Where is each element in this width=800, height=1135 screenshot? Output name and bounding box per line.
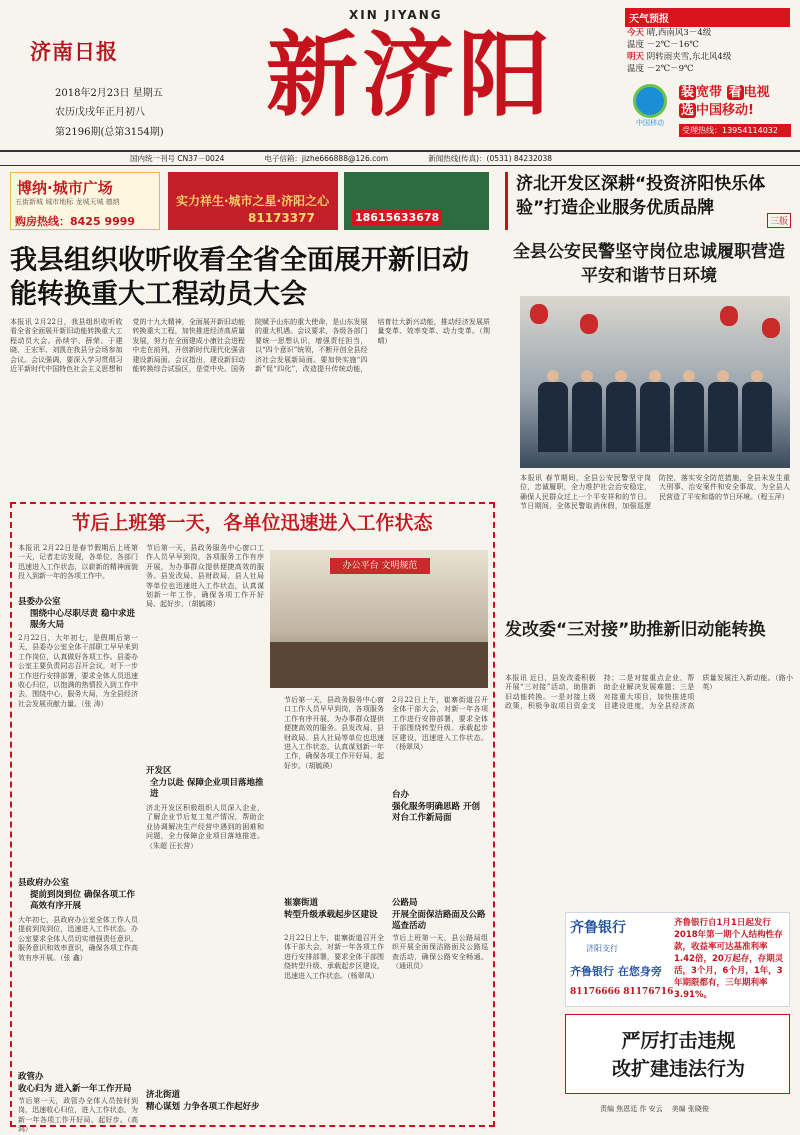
fgw-headline[interactable]: 发改委“三对接”助推新旧动能转换 <box>505 620 766 640</box>
feature-headline[interactable]: 节后上班第一天，各单位迅速进入工作状态 <box>71 512 433 534</box>
mobile-hotline: 受理热线：13954114032 <box>679 124 791 137</box>
mobile-slogan: 装 宽带 看 电视 选 中国移动! <box>681 85 770 118</box>
bank-logo: 齐鲁银行 <box>570 920 626 936</box>
strike-title: 严厉打击违规 改扩建违法行为 <box>611 1030 745 1080</box>
weather-row: 今天 晴,西南风3－4级 <box>627 28 712 38</box>
issue-date: 2018年2月23日 星期五 <box>55 88 163 99</box>
section-body: 节后第一天，政管办全体人员按时到岗，迅速收心归位，进入工作状态，为新一年各项工作开好局、起好步。（高 鸿） <box>18 1097 138 1134</box>
ad2-title: 实力祥生·城市之星·济阳之心 <box>176 194 330 208</box>
teaser-page: 三版 <box>767 213 791 228</box>
ad3-phone: 18615633678 <box>352 210 442 225</box>
section-title: 崔寨街道 <box>284 898 319 908</box>
section-subtitle: 收心归为 进入新一年工作开局 <box>18 1084 132 1094</box>
feature-col4-body: 2月22日上午，崔寨街道召开全体干部大会，对新一年各项工作进行安排部署，要求全体干部围绕转型升级、承载起步区建设，迅速进入工作状态。（杨翠凤） <box>392 696 488 752</box>
weather-row: 明天 阴转雨夹雪,东北风4级 <box>627 52 732 62</box>
feature-intro: 本报讯 2月22日是春节假期后上班第一天，记者走访发现，各单位、各部门迅速进入工作状态，以崭新的精神面貌投入到新一年的各项工作中。 <box>18 544 138 581</box>
section-body: 济北开发区积极组织人员深入企业，了解企业节后复工复产情况，帮助企业协调解决生产经营中遇到的困难和问题，全力保障企业项目落地推进。（朱超 汪长营） <box>146 804 264 850</box>
section-body: 2月22日，大年初七，是假期后第一天，县委办公室全体干部职工早早来到工作岗位，认真做好各项工作。县委办公室主要负责同志召开会议，对下一步工作进行安排部署，要求全体人员迅速收心归位，以饱满的热情投入到工作中去，围绕中心，服务大局，为全县经济社会发展贡献力量。（张 涛） <box>18 634 138 708</box>
section-subtitle: 开展全面保洁路面及公路巡查活动 <box>392 910 486 931</box>
section-title: 济北街道 <box>146 1090 181 1100</box>
section-subtitle: 围绕中心尽职尽责 稳中求进服务大局 <box>30 609 135 630</box>
section-body: 大年初七，县政府办公室全体工作人员提前到岗到位，迅速进入工作状态。办公室要求全体人员切实增强责任意识、服务意识和效率意识，确保各项工作高效有序开展。（张 鑫） <box>18 916 138 962</box>
police-headline[interactable]: 全县公安民警坚守岗位忠诚履职营造平安和谐节日环境 <box>513 242 785 286</box>
weather-box <box>625 8 790 74</box>
news-hotline: 新闻热线(传真)：(0531) 84232038 <box>428 154 553 163</box>
ad-property <box>344 172 489 230</box>
section-subtitle: 强化服务明确思路 开创对台工作新局面 <box>392 802 480 823</box>
strike-notice[interactable] <box>565 1014 790 1094</box>
email: 电子信箱：jizhe666888@126.com <box>264 154 389 163</box>
section-title: 政管办 <box>18 1072 44 1082</box>
ad2-phone: 81173377 <box>248 211 315 225</box>
teaser-title: 济北开发区深耕“投资济阳快乐体验”打造企业服务优质品牌 <box>516 174 766 218</box>
section-subtitle: 提前到岗到位 确保各项工作高效有序开展 <box>30 890 135 911</box>
bank-slogan: 齐鲁银行 在您身旁 <box>570 965 662 978</box>
section-title: 公路局 <box>392 898 418 908</box>
section-title: 县政府办公室 <box>18 878 70 888</box>
footer-designer: 美编 张晓俊 <box>671 1105 709 1113</box>
footer-editor: 责编 焦恩廷 作 安云 <box>600 1105 663 1113</box>
teaser-jibei[interactable] <box>505 172 795 230</box>
ad1-phone: 购房热线：8425 9999 <box>15 215 136 228</box>
masthead-title: 新济阳 <box>265 21 554 129</box>
section-title: 开发区 <box>146 766 172 776</box>
bank-phone: 81176666 81176716 <box>570 987 674 997</box>
police-photo <box>520 296 790 468</box>
weather-row: 温度 －2℃－16℃ <box>627 40 699 50</box>
section-title: 县委办公室 <box>18 597 61 607</box>
cn-number: 国内统一刊号 CN37－0024 <box>130 154 225 163</box>
police-body: 本报讯 春节期间，全县公安民警坚守岗位，忠诚履职，全力维护社会治安稳定，确保人民群众过上一个平安祥和的节日。节日期间，全体民警取消休假，加强巡逻防控，落实安全防范措施，全县未发生重大刑事、治安案件和安全事故，为全县人民营造了平安和谐的节日环境。（程玉萍） <box>520 474 790 511</box>
section-subtitle: 精心谋划 力争各项工作起好步 <box>146 1102 260 1112</box>
issue-number: 第2196期(总第3154期) <box>55 127 164 138</box>
photo-banner: 办公平台 文明规范 <box>330 558 430 574</box>
qilu-bank-ad <box>565 912 790 1007</box>
bank-branch: 济阳支行 <box>586 944 618 953</box>
section-title: 台办 <box>392 790 410 800</box>
paper-name: 济南日报 <box>30 39 118 64</box>
lunar-date: 农历戊戌年正月初八 <box>55 107 145 118</box>
feature-col3-body: 节后第一天，县政务服务中心窗口工作人员早早到岗，各项服务工作有序开展，为办事群众提供便捷高效的服务。县发改局、县财政局、县人社局等单位也迅速进入工作状态，认真谋划新一年工作，确保各项工作开好局、起好步。（胡毓瑛） <box>284 696 384 770</box>
feature-photo <box>270 550 488 688</box>
lead-headline[interactable]: 我县组织收听收看全省全面展开新旧动能转换重大工程动员大会 <box>10 245 469 310</box>
china-mobile-ad <box>625 84 790 142</box>
weather-header: 天气预报 <box>625 8 790 27</box>
footer-credits <box>600 1104 790 1114</box>
info-bar <box>0 150 800 166</box>
china-mobile-logo-icon: 中国移动 <box>625 84 675 134</box>
section-subtitle: 全力以赴 保障企业项目落地推进 <box>150 778 264 799</box>
section-subtitle: 转型升级承载起步区建设 <box>284 910 378 920</box>
bank-offer: 齐鲁银行自1月1日起发行2018年第一期个人结构性存款，收益率可达基准利率1.42倍，20万起存，存期灵活，3个月，6个月，1年，3年期限都有，三年期利率3.91%。 <box>674 918 784 1000</box>
ad-bona-city-plaza <box>10 172 160 230</box>
masthead-pinyin: XIN JIYANG <box>349 8 443 22</box>
ad-xiangsheng <box>168 172 338 230</box>
feature-col2-body: 节后第一天，县政务服务中心窗口工作人员早早到岗，各项服务工作有序开展，为办事群众提供便捷高效的服务。县发改局、县财政局、县人社局等单位也迅速进入工作状态，认真谋划新一年工作，确保各项工作开好局、起好步。（胡毓瑛） <box>146 544 264 609</box>
ad1-title: 博纳·城市广场 <box>17 179 113 197</box>
section-body: 2月22日上午，崔寨街道召开全体干部大会，对新一年各项工作进行安排部署，要求全体干部围绕转型升级、承载起步区建设，迅速进入工作状态。（杨翠凤） <box>284 934 384 980</box>
lead-body: 本报讯 2月22日，我县组织收听收看全省全面展开新旧动能转换重大工程动员大会。孙续宇、薛荣、于建晓、王宏军、刘凯在我县分会场参加会议。会议强调，要深入学习贯彻习近平新时代中国特色社会主义思想和党的十九大精神，全面展开新旧动能转换重大工程，加快推进经济高质量发展，努力在全面建成小康社会进程中走在前列，开创新时代现代化强省建设新局面。会议指出，建设新旧动能转换综合试验区，是党中央、国务院赋予山东的重大使命，是山东发展的重大机遇。会议要求，各级各部门要统一思想认识，增强责任担当，以“四个意识”统领，不断开创全县经济社会发展新局面。要加快实施“四新”促“四化”，改造提升传统动能，培育壮大新兴动能，推动经济发展质量变革、效率变革、动力变革。（荆 晴） <box>10 318 490 374</box>
section-body: 节后上班第一天，县公路局组织开展全面保洁路面及公路巡查活动，确保公路安全畅通。（通讯员） <box>392 934 488 971</box>
ad1-sub: 五街新城 城市地标 龙城天城 德纳 <box>15 198 120 206</box>
fgw-body: 本报讯 近日，县发改委积极开展“三对接”活动，助推新旧动能转换。一是对接上级政策，积极争取项目资金支持；二是对接重点企业，帮助企业解决发展难题；三是对接重大项目，加快推进项目建设进度，为全县经济高质量发展注入新动能。（路小英） <box>505 674 793 711</box>
weather-row: 温度 －2℃－9℃ <box>627 64 694 74</box>
